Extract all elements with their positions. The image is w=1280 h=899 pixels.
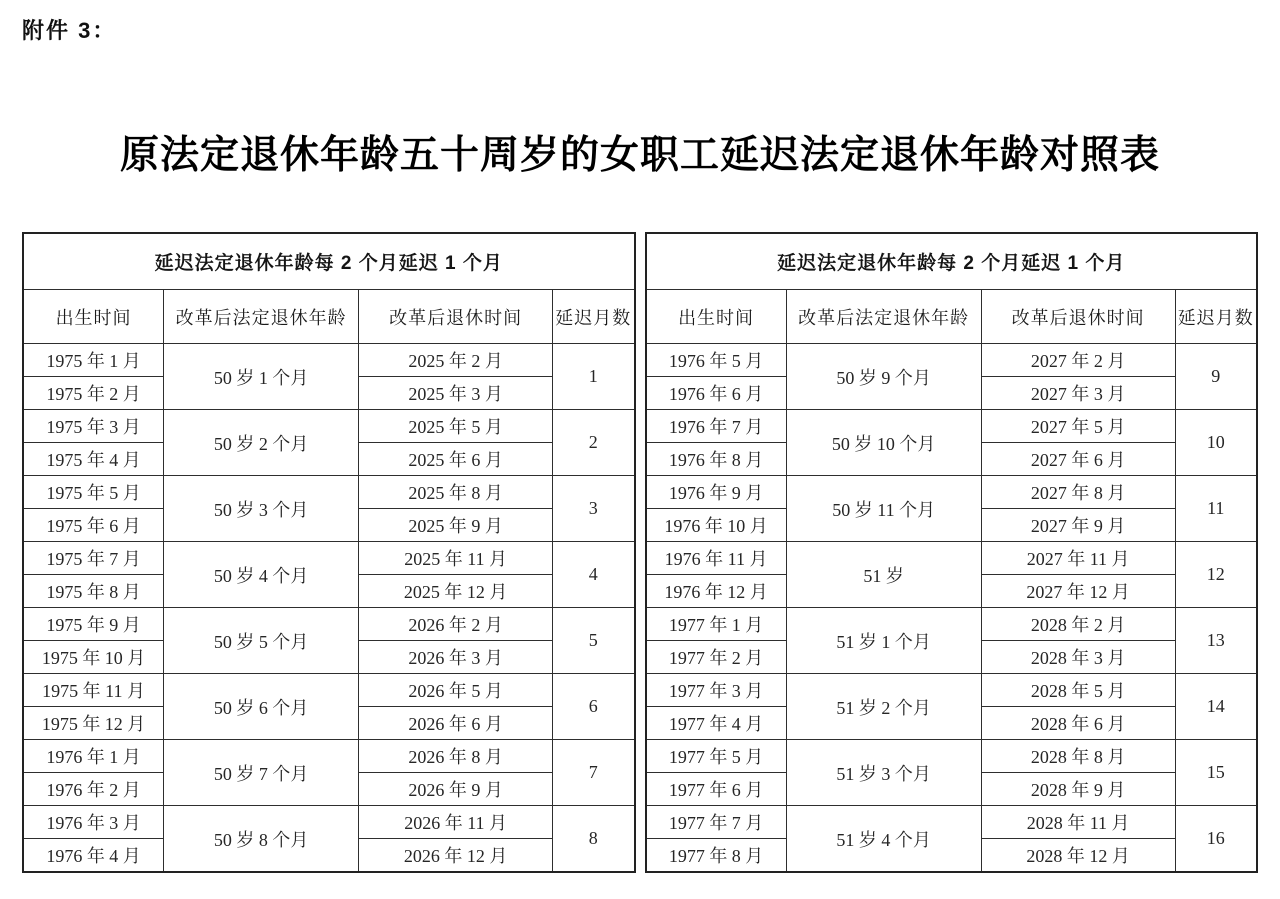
retirement-age-cell: 51 岁 3 个月 — [786, 740, 981, 806]
delay-months-cell: 15 — [1175, 740, 1257, 806]
delay-months-cell: 5 — [553, 608, 635, 674]
birth-month-cell: 1977 年 8 月 — [646, 839, 787, 872]
retirement-age-cell: 50 岁 9 个月 — [786, 344, 981, 410]
retirement-time-cell: 2027 年 9 月 — [981, 509, 1175, 542]
delay-months-cell: 10 — [1175, 410, 1257, 476]
birth-month-cell: 1976 年 4 月 — [23, 839, 164, 872]
retirement-time-cell: 2028 年 11 月 — [981, 806, 1175, 839]
retirement-age-cell: 51 岁 2 个月 — [786, 674, 981, 740]
retirement-age-cell: 50 岁 5 个月 — [164, 608, 359, 674]
birth-month-cell: 1977 年 6 月 — [646, 773, 787, 806]
group-header: 延迟法定退休年龄每 2 个月延迟 1 个月 — [646, 233, 1258, 290]
table-row — [23, 674, 635, 707]
birth-month-cell: 1976 年 3 月 — [23, 806, 164, 839]
retirement-time-cell: 2027 年 12 月 — [981, 575, 1175, 608]
column-header-birth: 出生时间 — [646, 290, 787, 344]
retirement-time-cell: 2025 年 3 月 — [359, 377, 553, 410]
retirement-time-cell: 2028 年 6 月 — [981, 707, 1175, 740]
retirement-time-cell: 2025 年 5 月 — [359, 410, 553, 443]
retirement-time-cell: 2026 年 6 月 — [359, 707, 553, 740]
table-row — [23, 806, 635, 839]
table-body — [23, 344, 635, 872]
retirement-age-cell: 50 岁 4 个月 — [164, 542, 359, 608]
retirement-time-cell: 2026 年 12 月 — [359, 839, 553, 872]
birth-month-cell: 1976 年 9 月 — [646, 476, 787, 509]
birth-month-cell: 1975 年 8 月 — [23, 575, 164, 608]
table-row — [646, 674, 1258, 707]
table-head — [646, 233, 1258, 344]
table-row — [23, 476, 635, 509]
birth-month-cell: 1976 年 12 月 — [646, 575, 787, 608]
retirement-age-cell: 50 岁 2 个月 — [164, 410, 359, 476]
table-row — [23, 344, 635, 377]
retirement-age-cell: 50 岁 8 个月 — [164, 806, 359, 872]
delay-months-cell: 3 — [553, 476, 635, 542]
retirement-time-cell: 2025 年 9 月 — [359, 509, 553, 542]
birth-month-cell: 1976 年 6 月 — [646, 377, 787, 410]
page-title: 原法定退休年龄五十周岁的女职工延迟法定退休年龄对照表 — [119, 134, 1160, 177]
retirement-age-cell: 50 岁 10 个月 — [786, 410, 981, 476]
retirement-age-cell: 51 岁 — [786, 542, 981, 608]
retirement-time-cell: 2026 年 5 月 — [359, 674, 553, 707]
retirement-age-cell: 50 岁 7 个月 — [164, 740, 359, 806]
retirement-time-cell: 2028 年 5 月 — [981, 674, 1175, 707]
birth-month-cell: 1975 年 12 月 — [23, 707, 164, 740]
comparison-table-left — [22, 232, 636, 873]
retirement-age-cell: 50 岁 3 个月 — [164, 476, 359, 542]
birth-month-cell: 1975 年 7 月 — [23, 542, 164, 575]
table-row — [23, 740, 635, 773]
birth-month-cell: 1975 年 3 月 — [23, 410, 164, 443]
birth-month-cell: 1976 年 8 月 — [646, 443, 787, 476]
birth-month-cell: 1975 年 10 月 — [23, 641, 164, 674]
retirement-time-cell: 2025 年 2 月 — [359, 344, 553, 377]
retirement-time-cell: 2025 年 8 月 — [359, 476, 553, 509]
birth-month-cell: 1976 年 10 月 — [646, 509, 787, 542]
retirement-age-cell: 50 岁 11 个月 — [786, 476, 981, 542]
retirement-age-cell: 50 岁 1 个月 — [164, 344, 359, 410]
birth-month-cell: 1975 年 5 月 — [23, 476, 164, 509]
delay-months-cell: 13 — [1175, 608, 1257, 674]
birth-month-cell: 1975 年 4 月 — [23, 443, 164, 476]
delay-months-cell: 9 — [1175, 344, 1257, 410]
retirement-time-cell: 2026 年 9 月 — [359, 773, 553, 806]
table-row — [646, 344, 1258, 377]
retirement-time-cell: 2028 年 9 月 — [981, 773, 1175, 806]
retirement-time-cell: 2028 年 3 月 — [981, 641, 1175, 674]
retirement-time-cell: 2028 年 12 月 — [981, 839, 1175, 872]
retirement-time-cell: 2025 年 12 月 — [359, 575, 553, 608]
retirement-time-cell: 2027 年 11 月 — [981, 542, 1175, 575]
table-body — [646, 344, 1258, 872]
birth-month-cell: 1977 年 5 月 — [646, 740, 787, 773]
table-row — [646, 806, 1258, 839]
birth-month-cell: 1976 年 2 月 — [23, 773, 164, 806]
retirement-age-cell: 51 岁 1 个月 — [786, 608, 981, 674]
table-row — [23, 410, 635, 443]
column-header-age: 改革后法定退休年龄 — [164, 290, 359, 344]
table-row — [646, 410, 1258, 443]
birth-month-cell: 1976 年 11 月 — [646, 542, 787, 575]
delay-months-cell: 12 — [1175, 542, 1257, 608]
delay-months-cell: 2 — [553, 410, 635, 476]
delay-months-cell: 8 — [553, 806, 635, 872]
comparison-tables — [22, 232, 1258, 873]
birth-month-cell: 1977 年 2 月 — [646, 641, 787, 674]
retirement-time-cell: 2027 年 3 月 — [981, 377, 1175, 410]
table-row — [23, 608, 635, 641]
column-header-birth: 出生时间 — [23, 290, 164, 344]
birth-month-cell: 1977 年 3 月 — [646, 674, 787, 707]
retirement-time-cell: 2027 年 5 月 — [981, 410, 1175, 443]
delay-months-cell: 16 — [1175, 806, 1257, 872]
retirement-time-cell: 2026 年 3 月 — [359, 641, 553, 674]
column-header-retire: 改革后退休时间 — [981, 290, 1175, 344]
birth-month-cell: 1975 年 2 月 — [23, 377, 164, 410]
attachment-label: 附件 3： — [22, 18, 117, 43]
table-head — [23, 233, 635, 344]
birth-month-cell: 1975 年 11 月 — [23, 674, 164, 707]
table-row — [646, 740, 1258, 773]
retirement-time-cell: 2027 年 2 月 — [981, 344, 1175, 377]
delay-months-cell: 14 — [1175, 674, 1257, 740]
retirement-age-cell: 51 岁 4 个月 — [786, 806, 981, 872]
retirement-time-cell: 2025 年 6 月 — [359, 443, 553, 476]
delay-months-cell: 7 — [553, 740, 635, 806]
table-row — [23, 542, 635, 575]
retirement-age-cell: 50 岁 6 个月 — [164, 674, 359, 740]
delay-months-cell: 6 — [553, 674, 635, 740]
birth-month-cell: 1977 年 4 月 — [646, 707, 787, 740]
table-row — [646, 542, 1258, 575]
birth-month-cell: 1977 年 1 月 — [646, 608, 787, 641]
birth-month-cell: 1975 年 6 月 — [23, 509, 164, 542]
retirement-time-cell: 2026 年 2 月 — [359, 608, 553, 641]
retirement-time-cell: 2027 年 6 月 — [981, 443, 1175, 476]
table-row — [646, 608, 1258, 641]
birth-month-cell: 1975 年 1 月 — [23, 344, 164, 377]
column-header-delay: 延迟月数 — [553, 290, 635, 344]
retirement-time-cell: 2026 年 11 月 — [359, 806, 553, 839]
retirement-time-cell: 2028 年 2 月 — [981, 608, 1175, 641]
retirement-time-cell: 2027 年 8 月 — [981, 476, 1175, 509]
birth-month-cell: 1976 年 7 月 — [646, 410, 787, 443]
column-header-retire: 改革后退休时间 — [359, 290, 553, 344]
birth-month-cell: 1975 年 9 月 — [23, 608, 164, 641]
group-header: 延迟法定退休年龄每 2 个月延迟 1 个月 — [23, 233, 635, 290]
delay-months-cell: 1 — [553, 344, 635, 410]
birth-month-cell: 1977 年 7 月 — [646, 806, 787, 839]
comparison-table-right — [645, 232, 1259, 873]
retirement-time-cell: 2026 年 8 月 — [359, 740, 553, 773]
table-row — [646, 476, 1258, 509]
birth-month-cell: 1976 年 1 月 — [23, 740, 164, 773]
delay-months-cell: 4 — [553, 542, 635, 608]
delay-months-cell: 11 — [1175, 476, 1257, 542]
column-header-age: 改革后法定退休年龄 — [786, 290, 981, 344]
column-header-delay: 延迟月数 — [1175, 290, 1257, 344]
retirement-time-cell: 2025 年 11 月 — [359, 542, 553, 575]
birth-month-cell: 1976 年 5 月 — [646, 344, 787, 377]
retirement-time-cell: 2028 年 8 月 — [981, 740, 1175, 773]
